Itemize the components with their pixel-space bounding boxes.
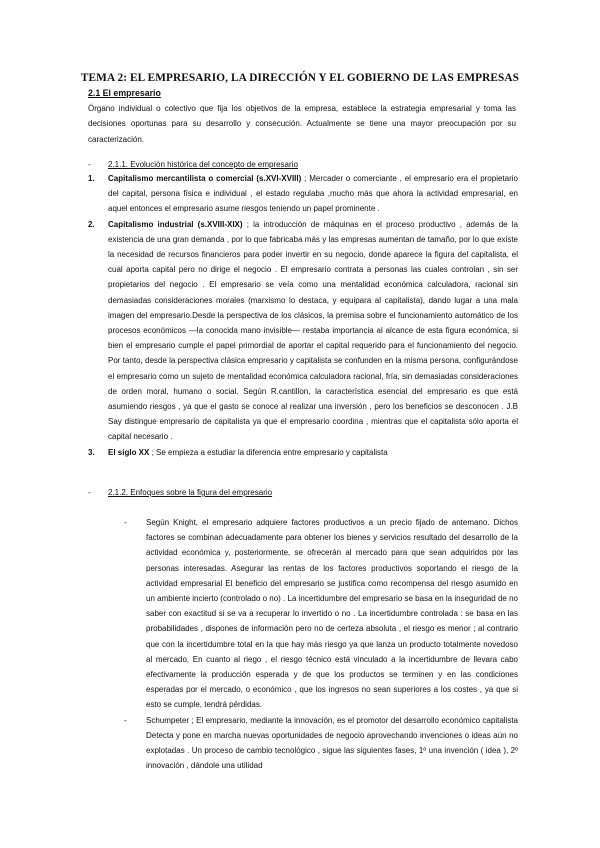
list-item <box>88 445 518 460</box>
subsection-bullet: - <box>88 488 91 497</box>
item-text: ; la introducción de máquinas en el proceso productivo , además de la existencia de una gran demanda , por lo que fabricaba más y las empresas aumentan de tamaño, por lo que existe la necesidad de recursos financieros para poder invertir en su negocio, donde aparece la figura del capitalista, el cual aporta capital pero no dirige el negocio . El empresario contrata a personas las cuales controlan , sin ser propietarios del negocio . El empresario se veía como una mentalidad económica calculadora, racional sin demasiadas consideraciones morales (marxismo lo destaca, y equipara al capitalista), dando lugar a una mala imagen del empresario.Desde la perspectiva de los clásicos, la premisa sobre el funcionamiento automático de los procesos económicos —la conocida mano invisible— restaba importancia al alcance de esta figura económica, si bien el empresario cumple el papel primordial de aportar el capital requerido para el funcionamiento del negocio. Por tanto, desde la perspectiva clásica empresario y capitalista se confunden en la misma persona, configurándose el empresario como un sujeto de mentalidad económica calculadora racional, fría, sin demasiadas consideraciones de orden moral, humano o social. Según R.cantillon, la característica esencial del empresario es que está asumiendo riesgos , ya que el gasto se conoce al realizar una inversión , pero los beneficios se desconocen . J.B Say distingue empresario de capitalista ya que el empresario coordina , mientras que el capitalista sólo aporta el capital necesario . <box>108 219 518 442</box>
subsection-heading-historia <box>88 159 518 171</box>
list-item <box>124 713 518 774</box>
subsection-bullet: - <box>88 160 91 169</box>
item-bullet: - <box>124 715 127 725</box>
section-intro: Órgano individual o colectivo que fija los objetivos de la empresa, establece la estrategia empresarial y toma las decisiones oportunas para su desarrollo y consecución. Actualmente se tiene una mayor preocupación por su caracterización. <box>88 104 516 144</box>
list-item <box>88 171 518 217</box>
item-body <box>108 217 518 445</box>
item-body <box>108 445 518 460</box>
item-text: ; Mercader o comerciante , el empresario era el propietario del capital, persona física e individual , el estado regulaba ,mucho más que ahora la actividad empresarial, en aquel entonces el empresario asume riesgos teniendo un papel prominente . <box>108 174 518 214</box>
item-number: 2. <box>88 219 95 229</box>
document-title: TEMA 2: EL EMPRESARIO, LA DIRECCIÓN Y EL GOBIERNO DE LAS EMPRESAS <box>80 72 520 84</box>
item-lead: Capitalismo industrial (s.XVIII-XIX) <box>108 219 243 229</box>
subsection-title: 2.1.2. Enfoques sobre la figura del empresario <box>108 488 273 497</box>
subsection-heading-enfoques <box>88 487 518 499</box>
item-text: Según Knight, el empresario adquiere factores productivos a un precio fijado de antemano. Dichos factores se combinan adecuadamente para obtener los bienes y servicios resultado del desarrollo de la actividad económica y, posteriormente, se ofrecerán al mercado para que sean adquiridos por las personas interesadas. Asegurar las rentas de los factores productivos soportando el riesgo de la actividad empresarial El beneficio del empresario se justifica como recompensa del riesgo asumido en un ambiente incierto (controlado o no) . La incertidumbre del empresario se basa en la inseguridad de no saber con exactitud si se va a recuperar lo invertido o no . La incertidumbre controlada : se basa en las probabilidades , dispones de información pero no de certeza absoluta , el riesgo es menor ; al contrario que con la incertidumbre total en la que hay más riesgo ya que lanza un producto totalmente novedoso al mercado. En cuanto al riego , el riesgo técnico está vinculado a la incertidumbre de llevara cabo efectivamente la producción esperada y de que los productos se terminen y en las condiciones esperadas por el mercado, o económico , que los ingresos no sean superiores a los costes , ya que si esto se cumple, tendrá pérdidas. <box>146 518 518 710</box>
section-heading: 2.1 El empresario <box>88 88 161 98</box>
item-lead: Capitalismo mercantilista o comercial (s.XVI-XVIII) <box>108 174 302 183</box>
item-text: Schumpeter ; El empresario, mediante la innovación, es el promotor del desarrollo económico capitalista Detecta y pone en marcha nuevas oportunidades de negocio aprovechando invenciones o ideas aún no explotadas . Un proceso de cambio tecnológico , sigue las siguientes fases, 1º una invención ( idea ), 2º innovación , dándole una utilidad <box>146 715 518 771</box>
enfoques-list <box>124 515 518 773</box>
item-number: 3. <box>88 447 95 457</box>
list-item <box>124 515 518 713</box>
historia-list <box>88 171 518 460</box>
item-bullet: - <box>124 518 127 527</box>
item-body <box>108 171 518 217</box>
list-item <box>88 217 518 445</box>
item-number: 1. <box>88 174 95 183</box>
item-text: ; Se empieza a estudiar la diferencia entre empresario y capitalista <box>149 447 388 457</box>
item-lead: El siglo XX <box>108 447 150 457</box>
subsection-title: 2.1.1. Evolución histórica del concepto de empresario <box>108 160 298 169</box>
